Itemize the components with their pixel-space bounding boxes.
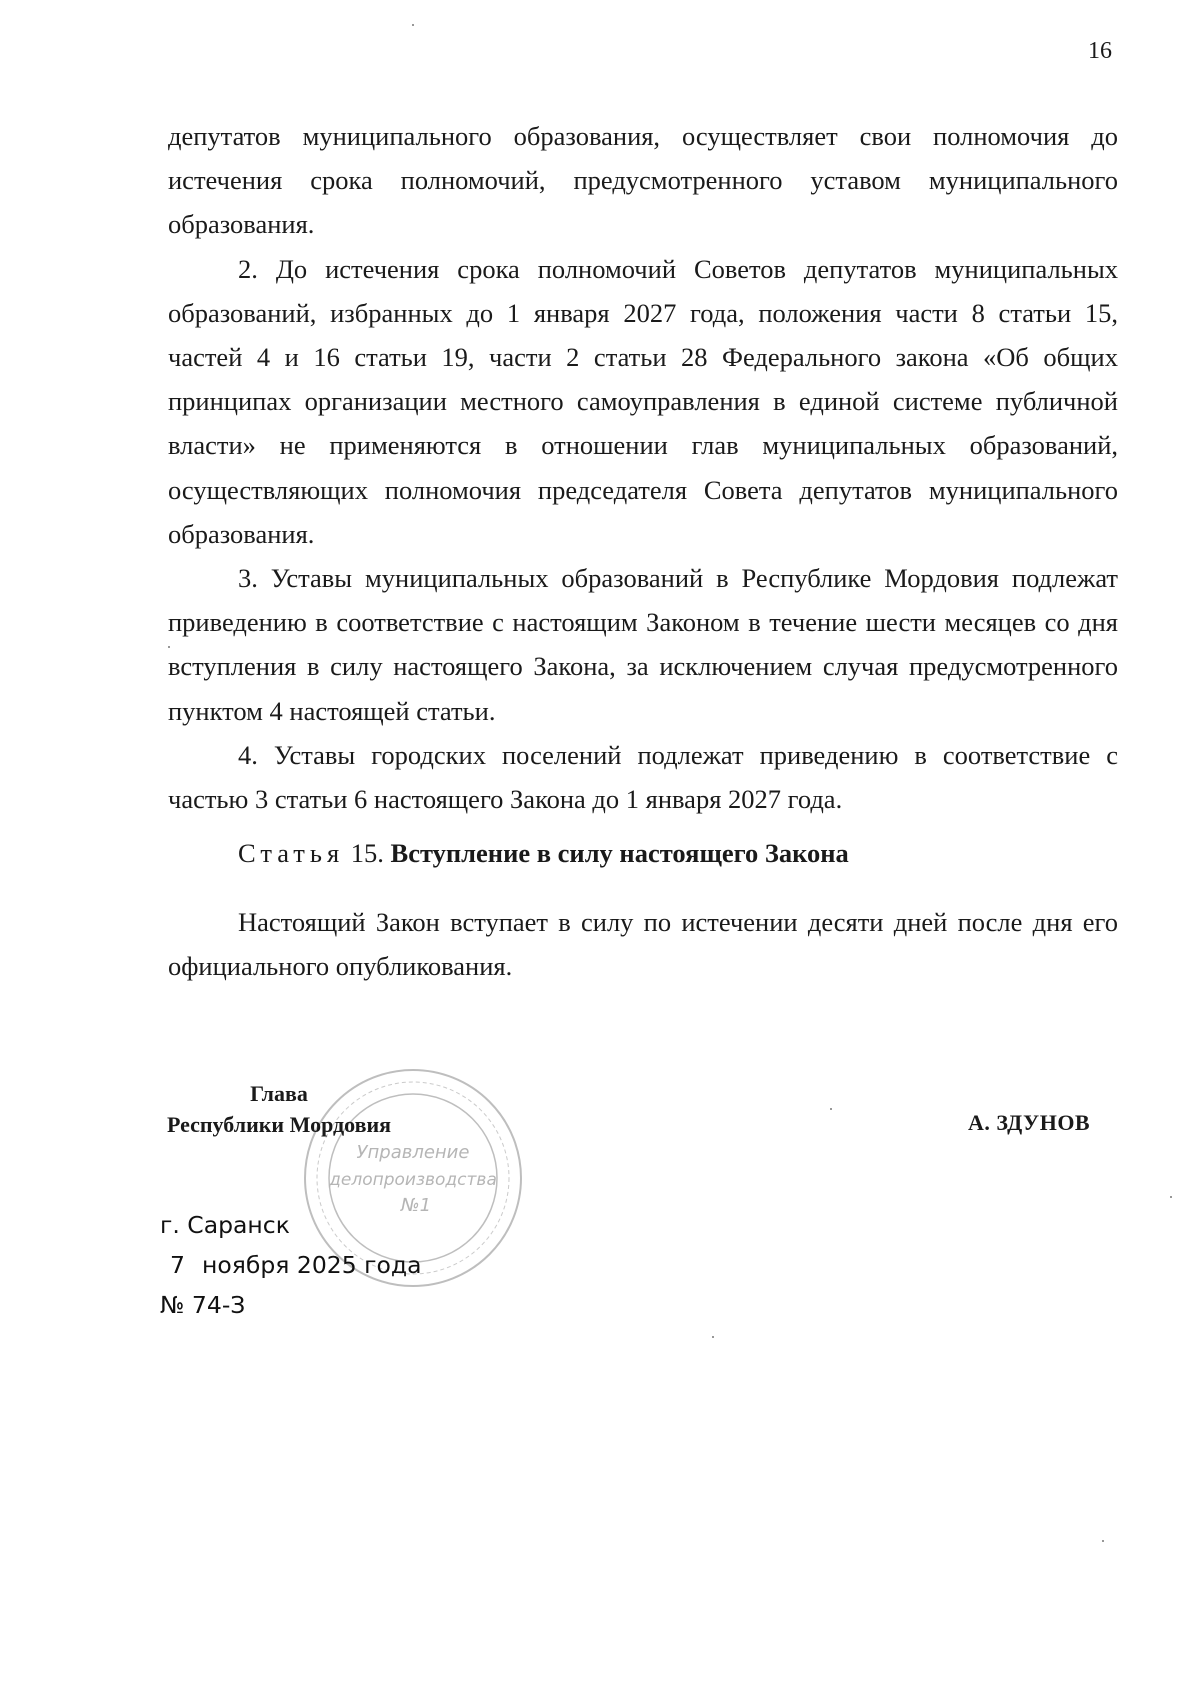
- signatory-title-line-2: Республики Мордовия: [166, 1112, 392, 1137]
- signatory-title-line-1: Глава: [250, 1081, 308, 1106]
- article-number: 15.: [350, 838, 384, 868]
- place-and-date: [160, 1205, 422, 1325]
- scan-speck: [412, 24, 414, 26]
- article-prefix: Статья: [238, 838, 345, 868]
- scan-speck: [830, 1108, 832, 1110]
- scan-speck: [168, 646, 170, 648]
- article-title: Вступление в силу настоящего Закона: [390, 838, 849, 868]
- seal-line-3: №1: [400, 1195, 432, 1216]
- scan-speck: [1102, 1540, 1104, 1542]
- page-number: 16: [1088, 38, 1112, 64]
- article-text: Настоящий Закон вступает в силу по истечении десяти дней после дня его официального опубликования.: [168, 907, 1118, 982]
- date: [160, 1245, 422, 1285]
- paragraph-2: 2. До истечения срока полномочий Советов депутатов муниципальных образований, избранных до 1 января 2027 года, положения части 8 статьи 15, частей 4 и 16 статьи 19, части 2 статьи 28 Федерального закона «Об общих принципах организации местного самоуправления в единой системе публичной власти» не применяются в отношении глав муниципальных образований, осуществляющих полномочия председателя Совета депутатов муниципального образования.: [168, 253, 1118, 549]
- date-month-year: ноября 2025 года: [202, 1251, 422, 1279]
- seal-line-2: делопроизводства: [329, 1170, 497, 1190]
- article-heading: [238, 838, 849, 869]
- signatory-title: [160, 1078, 398, 1140]
- scan-speck: [1170, 1196, 1172, 1198]
- law-number: № 74-З: [160, 1291, 246, 1319]
- paragraph-continuation: депутатов муниципального образования, осуществляет свои полномочия до истечения срока полномочий, предусмотренного уставом муниципального образования.: [168, 121, 1118, 240]
- article-body: [168, 900, 1118, 988]
- scan-speck: [712, 1336, 714, 1338]
- paragraph-4: 4. Уставы городских поселений подлежат приведению в соответствие с частью 3 статьи 6 настоящего Закона до 1 января 2027 года.: [168, 739, 1118, 815]
- law-body: [168, 114, 1118, 821]
- place: г. Саранск: [160, 1211, 290, 1239]
- seal-line-1: Управление: [356, 1142, 470, 1163]
- paragraph-3: 3. Уставы муниципальных образований в Республике Мордовия подлежат приведению в соответствие с настоящим Законом в течение шести месяцев со дня вступления в силу настоящего Закона, за исключением случая предусмотренного пунктом 4 настоящей статьи.: [168, 563, 1118, 726]
- signatory-name: А. ЗДУНОВ: [968, 1110, 1091, 1135]
- date-day: 7: [170, 1251, 185, 1279]
